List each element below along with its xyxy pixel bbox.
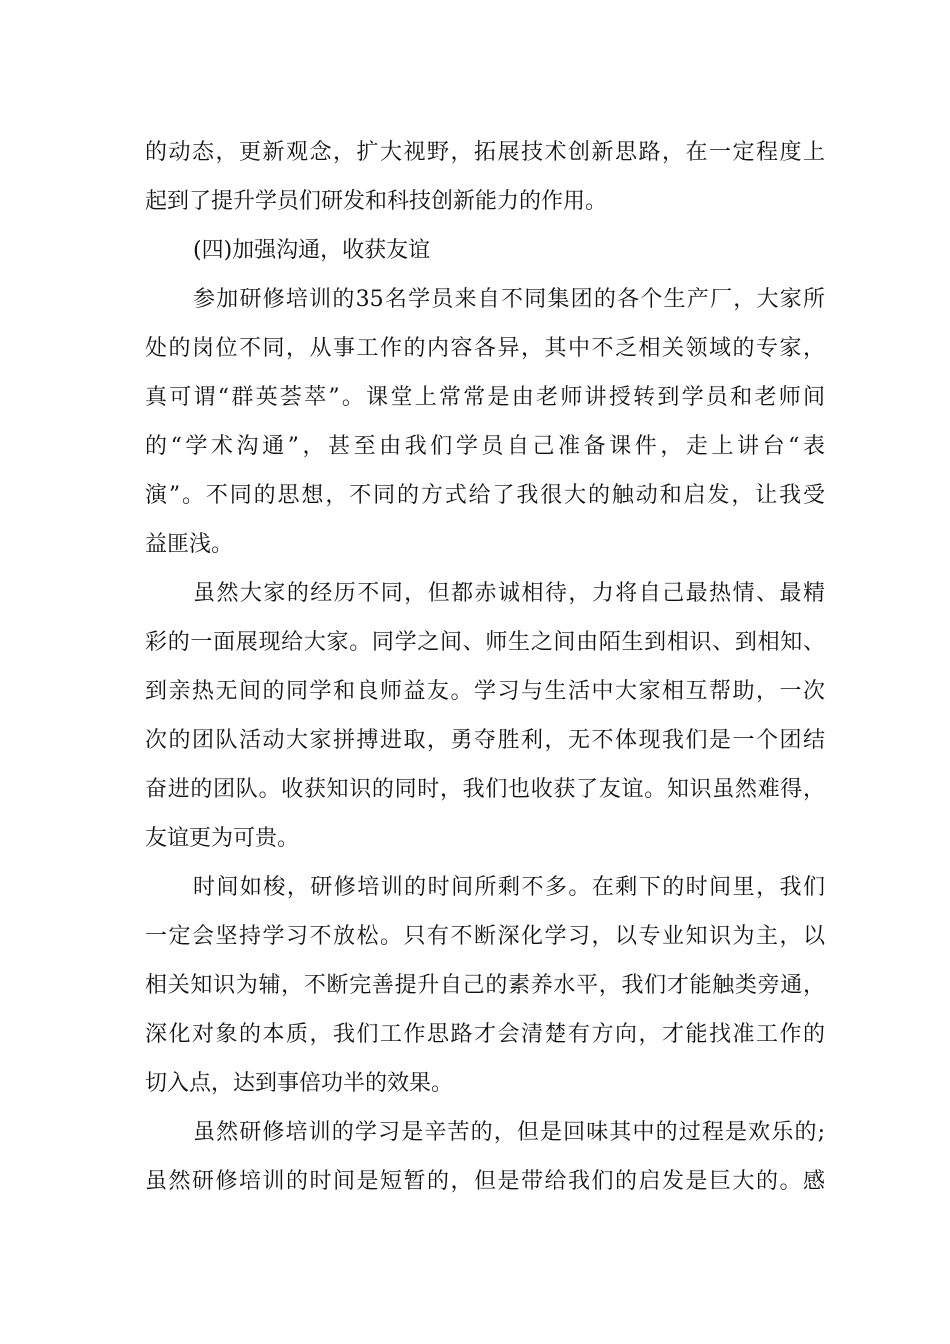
document-body	[145, 128, 825, 1206]
text-line: 的动态，更新观念，扩大视野，拓展技术创新思路，在一定程度上	[145, 140, 825, 165]
text-line: 一定会坚持学习不放松。只有不断深化学习，以专业知识为主，以	[145, 924, 825, 949]
text-line: 次的团队活动大家拼搏进取，勇夺胜利，无不体现我们是一个团结	[145, 728, 825, 753]
text-line: 虽然大家的经历不同，但都赤诚相待，力将自己最热情、最精	[193, 581, 825, 606]
text-line: 友谊更为可贵。	[145, 826, 300, 851]
text-line: 奋进的团队。收获知识的同时，我们也收获了友谊。知识虽然难得，	[145, 777, 825, 802]
text-line: 参加研修培训的35名学员来自不同集团的各个生产厂，大家所	[193, 287, 825, 312]
text-line: 时间如梭，研修培训的时间所剩不多。在剩下的时间里，我们	[193, 875, 825, 900]
text-line: 虽然研修培训的学习是辛苦的，但是回味其中的过程是欢乐的;	[193, 1120, 825, 1145]
text-line: 的“学术沟通”，甚至由我们学员自己准备课件，走上讲台“表	[145, 434, 825, 459]
text-line: 演”。不同的思想，不同的方式给了我很大的触动和启发，让我受	[145, 483, 825, 508]
text-line: 切入点，达到事倍功半的效果。	[145, 1071, 454, 1096]
text-line: 深化对象的本质，我们工作思路才会清楚有方向，才能找准工作的	[145, 1022, 825, 1047]
text-line: 益匪浅。	[145, 532, 234, 557]
text-line: 处的岗位不同，从事工作的内容各异，其中不乏相关领域的专家，	[145, 336, 825, 361]
text-line: 虽然研修培训的时间是短暂的，但是带给我们的启发是巨大的。感	[145, 1169, 825, 1194]
text-line: 真可谓“群英荟萃”。课堂上常常是由老师讲授转到学员和老师间	[145, 385, 825, 410]
text-line: 彩的一面展现给大家。同学之间、师生之间由陌生到相识、到相知、	[145, 630, 825, 655]
text-line: 起到了提升学员们研发和科技创新能力的作用。	[145, 189, 608, 214]
text-line: 到亲热无间的同学和良师益友。学习与生活中大家相互帮助，一次	[145, 679, 825, 704]
text-line: (四)加强沟通，收获友谊	[193, 238, 431, 263]
text-line: 相关知识为辅，不断完善提升自己的素养水平，我们才能触类旁通，	[145, 973, 825, 998]
